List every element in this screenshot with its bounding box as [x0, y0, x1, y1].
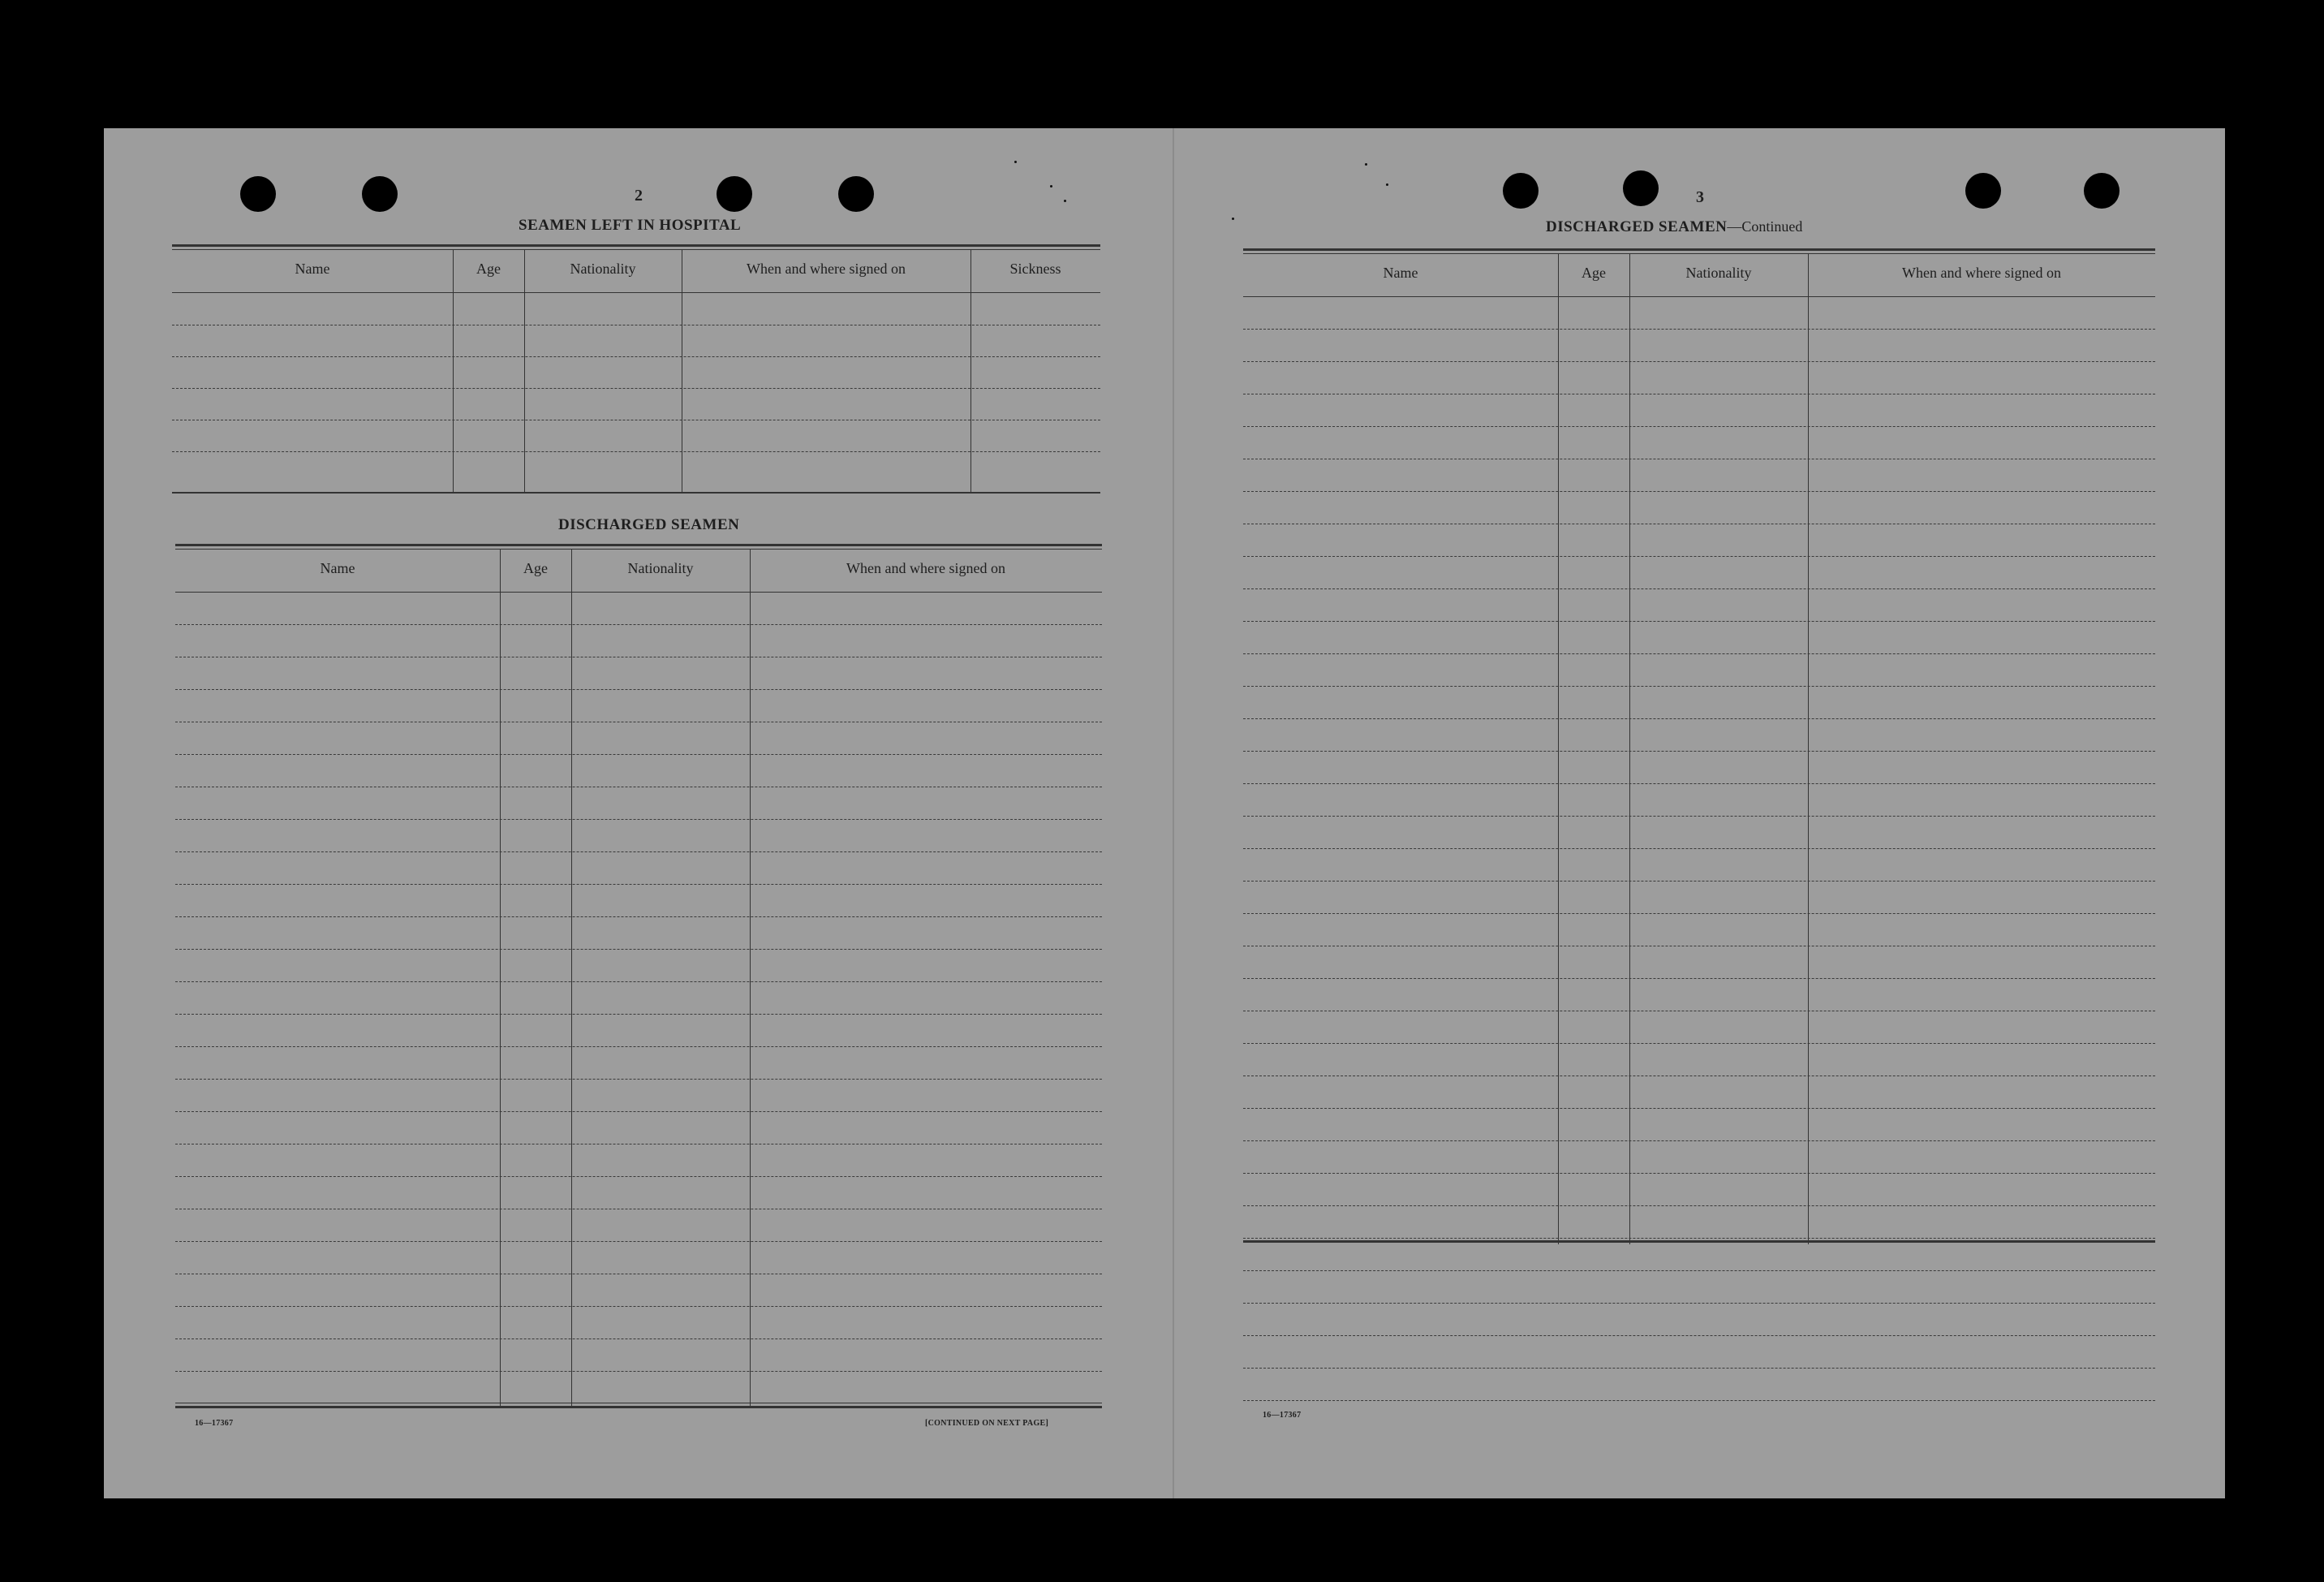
column-header-signed-on: When and where signed on	[1902, 265, 2061, 281]
table-top-rule	[175, 544, 1102, 550]
punch-hole	[838, 176, 874, 212]
column-header-nationality: Nationality	[570, 261, 636, 277]
punch-hole	[1503, 173, 1539, 209]
table-row	[175, 754, 1102, 755]
discharged-section-title: DISCHARGED SEAMEN	[558, 516, 740, 533]
table-row	[175, 1338, 1102, 1339]
table-row	[175, 1014, 1102, 1015]
table-row	[175, 689, 1102, 690]
punch-hole	[362, 176, 398, 212]
table-row	[1243, 913, 2155, 914]
table-row	[175, 851, 1102, 852]
table-bottom-rule	[172, 492, 1100, 494]
punch-hole	[240, 176, 276, 212]
column-divider	[970, 250, 971, 494]
table-row	[172, 356, 1100, 357]
table-row	[1243, 491, 2155, 492]
table-row	[1243, 1368, 2155, 1369]
table-row	[1243, 329, 2155, 330]
punch-hole	[1623, 170, 1659, 206]
table-row	[1243, 1238, 2155, 1239]
table-row	[1243, 751, 2155, 752]
table-row	[1243, 1108, 2155, 1109]
table-row	[1243, 621, 2155, 622]
header-rule	[175, 592, 1102, 593]
column-header-name: Name	[1383, 265, 1418, 281]
column-header-nationality: Nationality	[1685, 265, 1752, 281]
table-row	[175, 819, 1102, 820]
table-top-rule	[1243, 248, 2155, 254]
table-row	[1243, 556, 2155, 557]
column-header-signed-on: When and where signed on	[747, 261, 906, 277]
page-fold	[1173, 128, 1174, 1498]
ink-speck	[1050, 185, 1052, 188]
document-sheet	[104, 128, 2225, 1498]
table-row	[1243, 718, 2155, 719]
column-divider	[1558, 254, 1559, 1244]
table-row	[1243, 588, 2155, 589]
page-number-right: 3	[1696, 188, 1704, 206]
table-row	[175, 916, 1102, 917]
column-header-age: Age	[476, 261, 501, 277]
table-row	[175, 884, 1102, 885]
table-row	[1243, 881, 2155, 882]
column-divider	[524, 250, 525, 494]
table-row	[1243, 686, 2155, 687]
table-row	[1243, 1140, 2155, 1141]
table-row	[1243, 653, 2155, 654]
table-top-rule	[172, 244, 1100, 250]
table-row	[1243, 426, 2155, 427]
table-row	[1243, 1400, 2155, 1401]
table-row	[1243, 1270, 2155, 1271]
header-rule	[1243, 296, 2155, 297]
table-row	[172, 451, 1100, 452]
table-bottom-rule	[175, 1403, 1102, 1408]
table-row	[175, 1241, 1102, 1242]
table-row	[1243, 1173, 2155, 1174]
table-row	[175, 1371, 1102, 1372]
table-row	[1243, 1205, 2155, 1206]
form-number-right: 16—17367	[1263, 1411, 1302, 1420]
column-header-age: Age	[1582, 265, 1606, 281]
ink-speck	[1386, 183, 1388, 186]
column-header-age: Age	[523, 560, 548, 576]
column-divider	[453, 250, 454, 494]
punch-hole	[1965, 173, 2001, 209]
column-header-nationality: Nationality	[627, 560, 694, 576]
table-row	[175, 1306, 1102, 1307]
ink-speck	[1064, 200, 1066, 202]
ink-speck	[1232, 218, 1234, 220]
table-row	[175, 624, 1102, 625]
discharged-continued-table	[1243, 248, 2155, 1255]
hospital-section-title: SEAMEN LEFT IN HOSPITAL	[519, 217, 742, 234]
table-row	[175, 1079, 1102, 1080]
continued-suffix: —Continued	[1727, 218, 1803, 235]
table-row	[1243, 978, 2155, 979]
punch-hole	[2084, 173, 2120, 209]
form-number-left: 16—17367	[195, 1419, 234, 1428]
table-row	[1243, 1043, 2155, 1044]
continued-note: [CONTINUED ON NEXT PAGE]	[925, 1419, 1049, 1428]
column-divider	[750, 550, 751, 1407]
table-row	[175, 1046, 1102, 1047]
ink-speck	[1365, 163, 1367, 166]
column-header-name: Name	[295, 261, 330, 277]
column-header-sickness: Sickness	[1009, 261, 1061, 277]
column-header-name: Name	[320, 560, 355, 576]
table-row	[1243, 1335, 2155, 1336]
column-header-signed-on: When and where signed on	[846, 560, 1005, 576]
table-bottom-rule	[1243, 1240, 2155, 1243]
table-row	[175, 949, 1102, 950]
column-divider	[500, 550, 501, 1407]
page-number-left: 2	[635, 187, 643, 205]
table-row	[1243, 1303, 2155, 1304]
table-row	[175, 981, 1102, 982]
column-divider	[1629, 254, 1630, 1244]
table-row	[172, 388, 1100, 389]
discharged-continued-title	[1546, 218, 1802, 236]
table-row	[1243, 816, 2155, 817]
ink-speck	[1014, 161, 1017, 163]
table-row	[175, 1176, 1102, 1177]
header-rule	[172, 292, 1100, 293]
punch-hole	[717, 176, 752, 212]
column-divider	[1808, 254, 1809, 1244]
table-row	[1243, 783, 2155, 784]
table-row	[175, 1111, 1102, 1112]
table-row	[1243, 361, 2155, 362]
discharged-continued-title-main: DISCHARGED SEAMEN	[1546, 218, 1728, 235]
table-row	[1243, 848, 2155, 849]
discharged-table	[175, 544, 1102, 1544]
column-divider	[571, 550, 572, 1407]
